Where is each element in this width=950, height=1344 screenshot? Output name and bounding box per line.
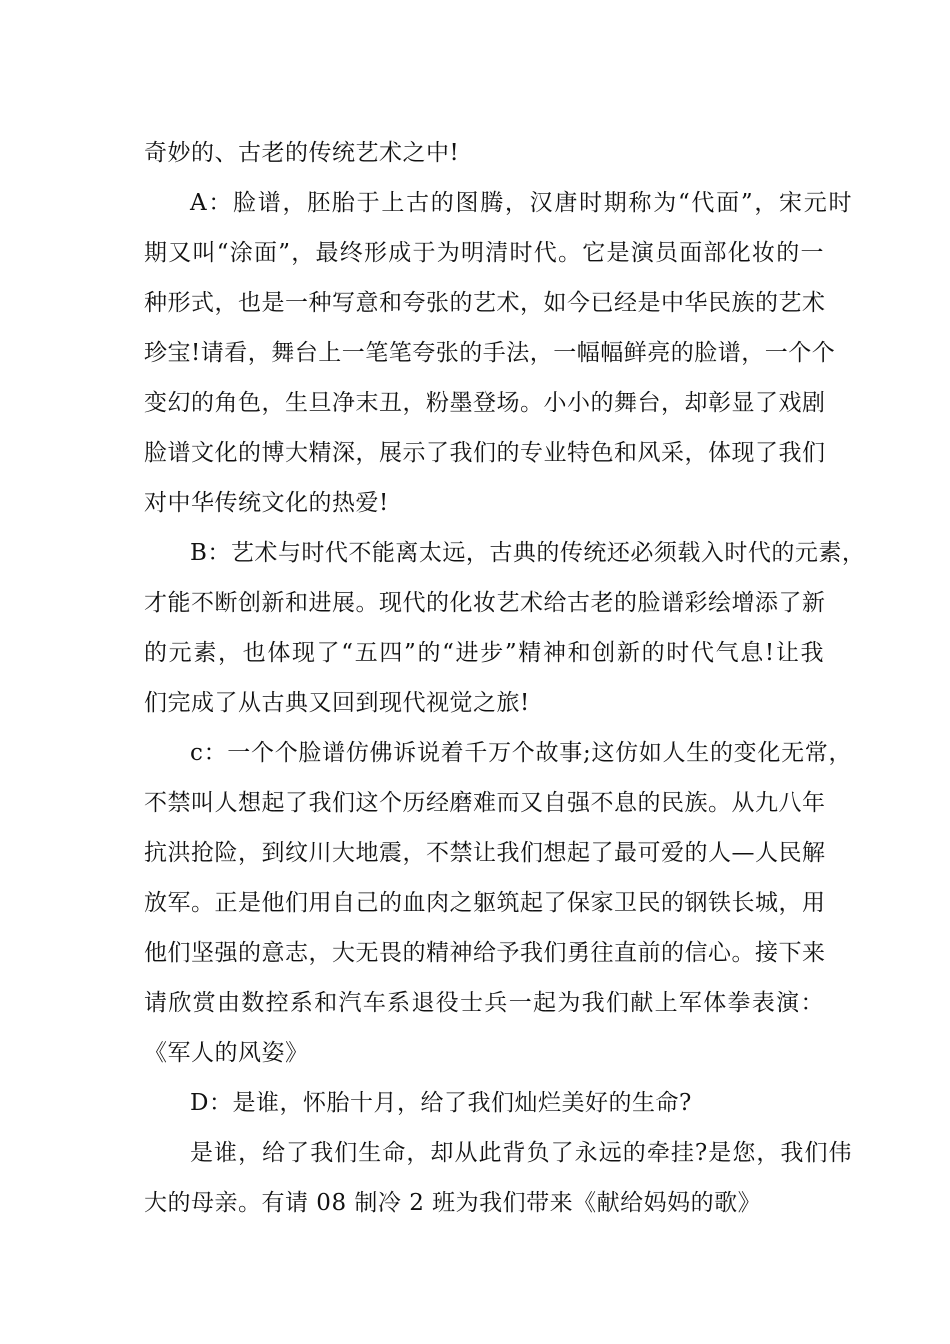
paragraph-b-start: B：艺术与时代不能离太远，古典的传统还必须载入时代的元素， [190,540,866,566]
paragraph-a-start: A：脸谱，胚胎于上古的图腾，汉唐时期称为“代面”，宋元时 [190,190,852,216]
text-line: 他们坚强的意志，大无畏的精神给予我们勇往直前的信心。接下来 [144,940,826,966]
paragraph-c-start: c：一个个脸谱仿佛诉说着千万个故事;这仿如人生的变化无常， [190,740,852,766]
paragraph-d-start: D：是谁，怀胎十月，给了我们灿烂美好的生命? [190,1090,692,1116]
text-line: 的元素，也体现了“五四”的“进步”精神和创新的时代气息!让我 [144,640,824,666]
text-line: 放军。正是他们用自己的血肉之躯筑起了保家卫民的钢铁长城，用 [144,890,826,916]
text-line: 脸谱文化的博大精深，展示了我们的专业特色和风采，体现了我们 [144,440,826,466]
text-line: 抗洪抢险，到纹川大地震，不禁让我们想起了最可爱的人—人民解 [144,840,826,866]
text-line: 期又叫“涂面”，最终形成于为明清时代。它是演员面部化妆的一 [144,240,824,266]
text-line: 们完成了从古典又回到现代视觉之旅! [144,690,530,716]
paragraph-e-start: 是谁，给了我们生命，却从此背负了永远的牵挂?是您，我们伟 [190,1140,852,1166]
text-line: 请欣赏由数控系和汽车系退役士兵一起为我们献上军体拳表演： [144,990,824,1016]
text-line: 大的母亲。有请 08 制冷 2 班为我们带来《献给妈妈的歌》 [144,1190,762,1216]
text-line: 不禁叫人想起了我们这个历经磨难而又自强不息的民族。从九八年 [144,790,826,816]
text-line: 《军人的风姿》 [144,1040,309,1066]
text-line: 奇妙的、古老的传统艺术之中! [144,140,460,166]
text-line: 对中华传统文化的热爱! [144,490,389,516]
text-line: 种形式，也是一种写意和夸张的艺术，如今已经是中华民族的艺术 [144,290,826,316]
text-line: 才能不断创新和进展。现代的化妆艺术给古老的脸谱彩绘增添了新 [144,590,826,616]
text-line: 珍宝!请看，舞台上一笔笔夸张的手法，一幅幅鲜亮的脸谱，一个个 [144,340,836,366]
text-line: 变幻的角色，生旦净末丑，粉墨登场。小小的舞台，却彰显了戏剧 [144,390,826,416]
document-body [144,128,866,1228]
